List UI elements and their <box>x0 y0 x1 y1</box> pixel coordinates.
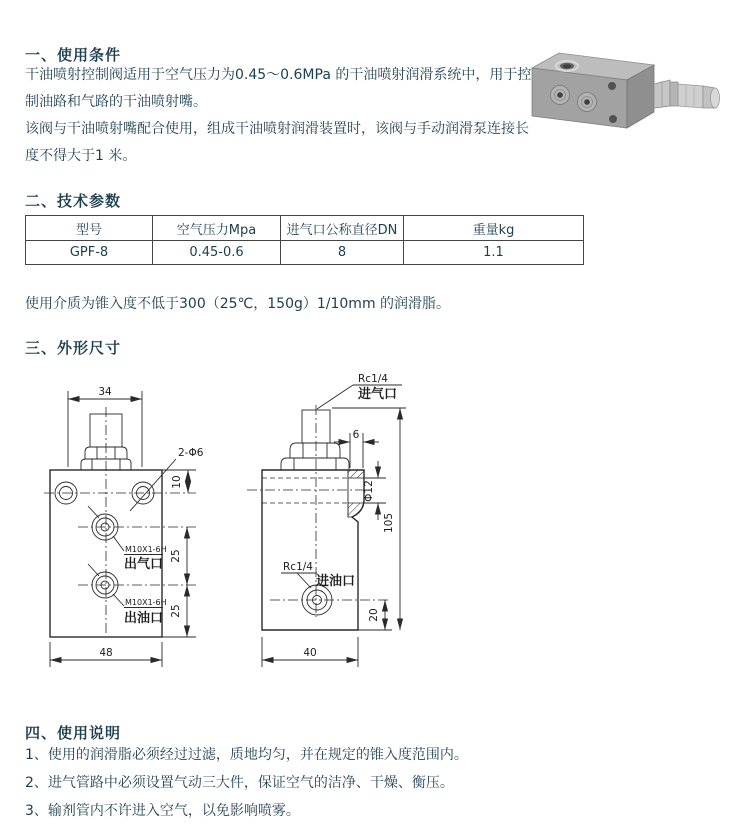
dim-34: 34 <box>98 386 112 398</box>
leader-line <box>130 459 176 511</box>
side-view <box>247 373 406 667</box>
photo-port-hole-1 <box>557 92 563 98</box>
section-4-heading: 四、使用说明 <box>25 724 122 742</box>
leader-line <box>113 594 124 606</box>
oil-outlet-label: 出油口 <box>124 611 164 626</box>
dim-20: 20 <box>368 608 380 622</box>
label-2-phi6: 2-Φ6 <box>178 447 204 459</box>
tech-note: 使用介质为锥入度不低于300（25℃，150g）1/10mm 的润滑脂。 <box>25 296 451 312</box>
gas-outlet-label: 出气口 <box>124 557 164 572</box>
dim-6: 6 <box>352 429 360 441</box>
photo-hole-lower <box>609 115 617 123</box>
tech-params-table <box>25 215 584 265</box>
thread-tick <box>88 564 99 576</box>
oil-inlet-thread: Rc1/4 <box>283 561 313 573</box>
cell-weight: 1.1 <box>404 241 584 265</box>
oil-outlet-thread: M10X1-6H <box>125 598 167 607</box>
instruction-item-1: 1、使用的润滑脂必须经过过滤，质地均匀，并在规定的锥入度范围内。 <box>25 747 468 763</box>
side-nut-2 <box>281 458 349 470</box>
boss-hatch-top <box>348 470 364 478</box>
dim-phi12: Φ12 <box>363 480 375 502</box>
photo-hole-upper <box>608 82 616 90</box>
side-body-outline <box>262 470 364 630</box>
photo-top-hole-center <box>563 65 571 69</box>
photo-fitting-cap <box>711 88 720 108</box>
oil-inlet-label: 进油口 <box>316 574 356 589</box>
section-3-heading: 三、外形尺寸 <box>25 339 122 357</box>
thread-tick <box>88 506 99 518</box>
leader-line <box>297 573 311 588</box>
cell-pressure: 0.45-0.6 <box>153 241 281 265</box>
usage-paragraph-1: 干油喷射控制阀适用于空气压力为0.45～0.6MPa 的干油喷射润滑系统中，用于控制油路和气路的干油喷射嘴。 <box>25 67 532 110</box>
usage-conditions-text <box>25 62 537 170</box>
usage-paragraph-2: 该阀与干油喷射嘴配合使用，组成干油喷射润滑装置时，该阀与手动润滑泵连接长度不得大于1 米。 <box>25 121 529 164</box>
table-header-weight: 重量kg <box>404 216 584 241</box>
table-header-diameter: 进气口公称直径DN <box>281 216 404 241</box>
boss-hatch-bottom <box>348 503 364 517</box>
leader-line <box>113 536 124 551</box>
front-view <box>44 386 204 667</box>
instruction-item-3: 3、输剂管内不许进入空气，以免影响喷雾。 <box>25 803 300 819</box>
photo-port-hole-2 <box>584 99 590 105</box>
section-1-heading: 一、使用条件 <box>25 46 122 64</box>
dim-48: 48 <box>99 647 113 659</box>
dim-40: 40 <box>303 647 317 659</box>
dim-105: 105 <box>383 512 395 534</box>
table-header-row <box>26 216 584 241</box>
photo-fitting-cylinder <box>678 84 703 108</box>
cell-model: GPF-8 <box>26 241 153 265</box>
dim-25a: 25 <box>170 549 182 563</box>
section-2-heading: 二、技术参数 <box>25 192 122 210</box>
photo-fitting-ring <box>670 82 678 106</box>
air-inlet-thread: Rc1/4 <box>358 373 388 385</box>
product-photo <box>527 38 723 133</box>
gas-outlet-thread: M10X1-6H <box>125 545 167 554</box>
table-row <box>26 241 584 265</box>
air-inlet-label: 进气口 <box>358 387 398 402</box>
instructions-list <box>25 741 468 825</box>
table-header-model: 型号 <box>26 216 153 241</box>
dim-10: 10 <box>171 475 183 489</box>
dim-25b: 25 <box>170 604 182 618</box>
cell-diameter: 8 <box>281 241 404 265</box>
table-header-pressure: 空气压力Mpa <box>153 216 281 241</box>
instruction-item-2: 2、进气管路中必须设置气动三大件，保证空气的洁净、干燥、衡压。 <box>25 775 454 791</box>
side-nut-1 <box>290 443 340 458</box>
leader-line <box>317 385 353 409</box>
dimensions-drawing <box>20 355 470 700</box>
